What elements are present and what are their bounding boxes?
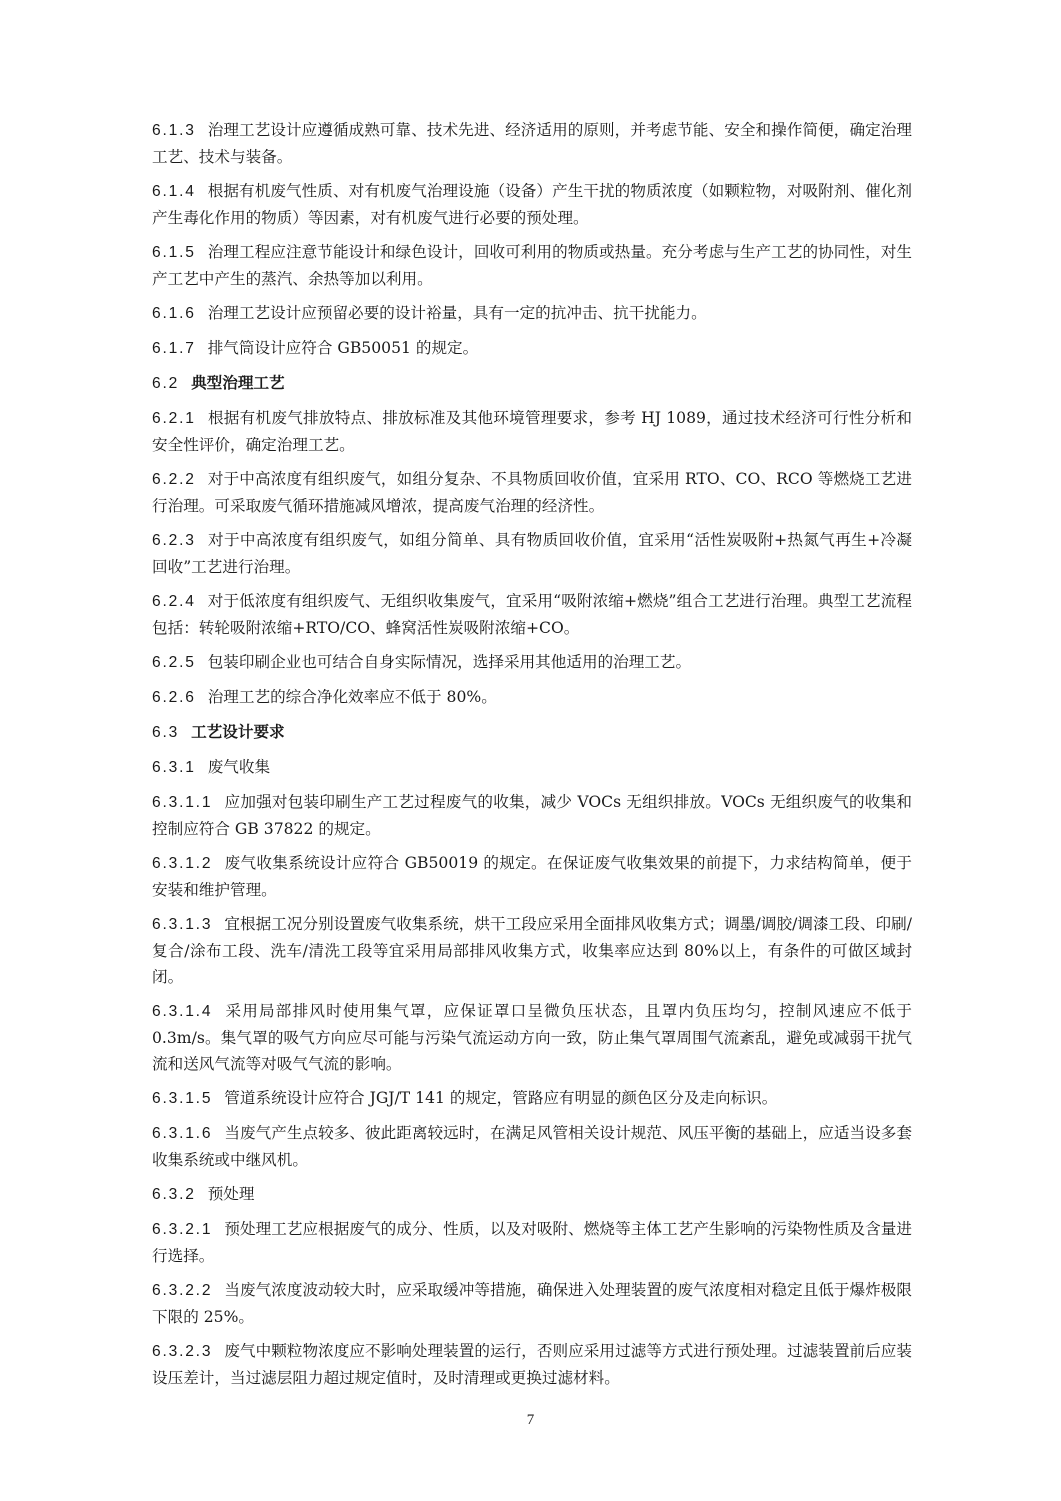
clause-paragraph bbox=[152, 300, 912, 327]
clause-number: 6.3.2.3 bbox=[152, 1343, 213, 1360]
clause-number: 6.2.6 bbox=[152, 689, 196, 706]
clause-number: 6.2.2 bbox=[152, 471, 196, 488]
clause-paragraph bbox=[152, 998, 912, 1077]
clause-text: 排气筒设计应符合 GB50051 的规定。 bbox=[207, 339, 479, 357]
document-body bbox=[152, 117, 912, 1399]
clause-text: 预处理 bbox=[207, 1185, 255, 1203]
clause-paragraph bbox=[152, 1216, 912, 1269]
clause-paragraph bbox=[152, 1338, 912, 1391]
clause-paragraph bbox=[152, 466, 912, 519]
page-number: 7 bbox=[526, 1412, 535, 1428]
clause-paragraph bbox=[152, 335, 912, 362]
section-title: 工艺设计要求 bbox=[191, 723, 285, 741]
clause-text: 管道系统设计应符合 JGJ/T 141 的规定，管路应有明显的颜色区分及走向标识。 bbox=[224, 1089, 778, 1107]
clause-text: 废气收集系统设计应符合 GB50019 的规定。在保证废气收集效果的前提下，力求结构简单，便于安装和维护管理。 bbox=[152, 854, 912, 899]
clause-number: 6.3.2 bbox=[152, 1186, 196, 1203]
section-heading bbox=[152, 719, 912, 746]
clause-number: 6.3.2.1 bbox=[152, 1221, 213, 1238]
clause-text: 治理工程应注意节能设计和绿色设计，回收可利用的物质或热量。充分考虑与生产工艺的协同性，对生产工艺中产生的蒸汽、余热等加以利用。 bbox=[152, 243, 912, 288]
clause-text: 包装印刷企业也可结合自身实际情况，选择采用其他适用的治理工艺。 bbox=[207, 653, 692, 671]
clause-paragraph bbox=[152, 649, 912, 676]
clause-text: 应加强对包装印刷生产工艺过程废气的收集，减少 VOCs 无组织排放。VOCs 无组织废气的收集和控制应符合 GB 37822 的规定。 bbox=[152, 793, 912, 838]
clause-text: 废气中颗粒物浓度应不影响处理装置的运行，否则应采用过滤等方式进行预处理。过滤装置前后应装设压差计，当过滤层阻力超过规定值时，及时清理或更换过滤材料。 bbox=[152, 1342, 912, 1387]
clause-text: 治理工艺设计应预留必要的设计裕量，具有一定的抗冲击、抗干扰能力。 bbox=[207, 304, 707, 322]
clause-number: 6.2.5 bbox=[152, 654, 196, 671]
clause-text: 预处理工艺应根据废气的成分、性质，以及对吸附、燃烧等主体工艺产生影响的污染物性质及含量进行选择。 bbox=[152, 1220, 912, 1265]
clause-number: 6.1.7 bbox=[152, 340, 196, 357]
clause-number: 6.3.1.5 bbox=[152, 1090, 213, 1107]
clause-paragraph bbox=[152, 1120, 912, 1173]
clause-paragraph bbox=[152, 850, 912, 903]
clause-number: 6.3.1 bbox=[152, 759, 196, 776]
clause-text: 治理工艺设计应遵循成熟可靠、技术先进、经济适用的原则，并考虑节能、安全和操作简便，确定治理工艺、技术与装备。 bbox=[152, 121, 912, 166]
clause-number: 6.3.1.2 bbox=[152, 855, 213, 872]
clause-paragraph bbox=[152, 239, 912, 292]
clause-paragraph bbox=[152, 117, 912, 170]
clause-text: 根据有机废气性质、对有机废气治理设施（设备）产生干扰的物质浓度（如颗粒物，对吸附剂、催化剂产生毒化作用的物质）等因素，对有机废气进行必要的预处理。 bbox=[152, 182, 912, 227]
clause-text: 当废气浓度波动较大时，应采取缓冲等措施，确保进入处理装置的废气浓度相对稳定且低于爆炸极限下限的 25%。 bbox=[152, 1281, 912, 1326]
clause-number: 6.3.1.6 bbox=[152, 1125, 213, 1142]
clause-number: 6.3.1.4 bbox=[152, 1003, 213, 1020]
clause-paragraph bbox=[152, 178, 912, 231]
section-heading bbox=[152, 370, 912, 397]
clause-paragraph bbox=[152, 405, 912, 458]
section-title: 典型治理工艺 bbox=[191, 374, 285, 392]
clause-number: 6.2 bbox=[152, 375, 180, 392]
clause-text: 采用局部排风时使用集气罩，应保证罩口呈微负压状态，且罩内负压均匀，控制风速应不低于 0.3m/s。集气罩的吸气方向应尽可能与污染气流运动方向一致，防止集气罩周围气流紊乱，避免或减弱干扰气流和送风气流等对吸气气流的影响。 bbox=[152, 1002, 912, 1073]
clause-paragraph bbox=[152, 754, 912, 781]
clause-number: 6.2.3 bbox=[152, 532, 196, 549]
clause-paragraph bbox=[152, 789, 912, 842]
clause-text: 当废气产生点较多、彼此距离较远时，在满足风管相关设计规范、风压平衡的基础上，应适当设多套收集系统或中继风机。 bbox=[152, 1124, 912, 1169]
clause-paragraph bbox=[152, 1277, 912, 1330]
clause-number: 6.3 bbox=[152, 724, 180, 741]
clause-paragraph bbox=[152, 527, 912, 580]
clause-text: 根据有机废气排放特点、排放标准及其他环境管理要求，参考 HJ 1089，通过技术经济可行性分析和安全性评价，确定治理工艺。 bbox=[152, 409, 912, 454]
clause-paragraph bbox=[152, 588, 912, 641]
clause-text: 对于中高浓度有组织废气，如组分简单、具有物质回收价值，宜采用“活性炭吸附+热氮气再生+冷凝回收”工艺进行治理。 bbox=[152, 531, 912, 576]
clause-text: 宜根据工况分别设置废气收集系统，烘干工段应采用全面排风收集方式；调墨/调胶/调漆工段、印刷/复合/涂布工段、洗车/清洗工段等宜采用局部排风收集方式，收集率应达到 80%以上，有条件的可做区域封闭。 bbox=[152, 915, 912, 986]
clause-number: 6.1.4 bbox=[152, 183, 196, 200]
clause-number: 6.2.1 bbox=[152, 410, 196, 427]
clause-paragraph bbox=[152, 911, 912, 990]
clause-text: 对于低浓度有组织废气、无组织收集废气，宜采用“吸附浓缩+燃烧”组合工艺进行治理。典型工艺流程包括：转轮吸附浓缩+RTO/CO、蜂窝活性炭吸附浓缩+CO。 bbox=[152, 592, 912, 637]
clause-number: 6.1.5 bbox=[152, 244, 196, 261]
clause-text: 治理工艺的综合净化效率应不低于 80%。 bbox=[207, 688, 497, 706]
clause-paragraph bbox=[152, 1181, 912, 1208]
clause-number: 6.1.3 bbox=[152, 122, 196, 139]
clause-number: 6.1.6 bbox=[152, 305, 196, 322]
clause-number: 6.3.1.3 bbox=[152, 916, 213, 933]
clause-number: 6.3.1.1 bbox=[152, 794, 213, 811]
clause-text: 废气收集 bbox=[207, 758, 271, 776]
clause-number: 6.3.2.2 bbox=[152, 1282, 213, 1299]
clause-number: 6.2.4 bbox=[152, 593, 196, 610]
clause-paragraph bbox=[152, 1085, 912, 1112]
clause-paragraph bbox=[152, 684, 912, 711]
clause-text: 对于中高浓度有组织废气，如组分复杂、不具物质回收价值，宜采用 RTO、CO、RCO 等燃烧工艺进行治理。可采取废气循环措施减风增浓，提高废气治理的经济性。 bbox=[152, 470, 912, 515]
